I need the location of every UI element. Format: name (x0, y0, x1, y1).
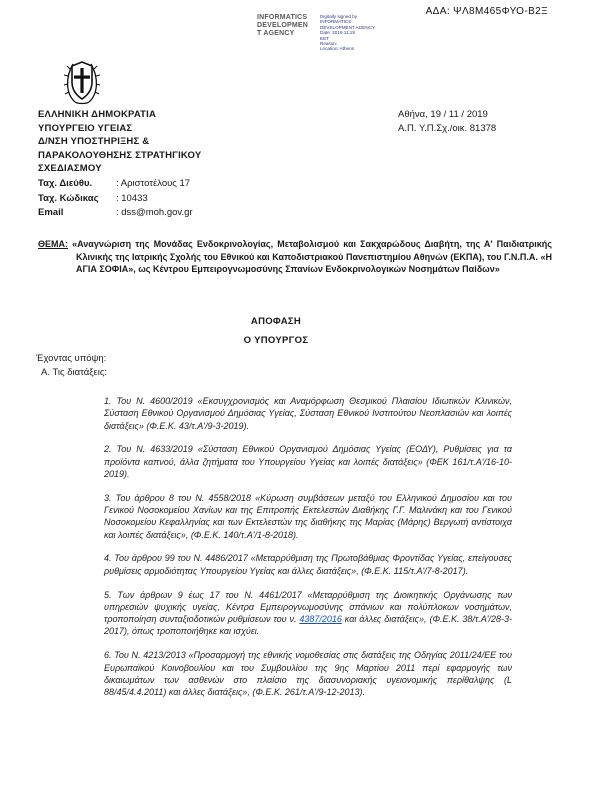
stamp-agency-line: INFORMATICS (257, 14, 308, 21)
subject-paragraph (38, 238, 552, 276)
item-number: 6. (104, 650, 112, 661)
item-number: 3. (104, 492, 112, 503)
date-protocol-block (398, 108, 496, 136)
city-date-line: Αθήνα, 19 / 11 / 2019 (398, 109, 488, 120)
decision-issuer: Ο ΥΠΟΥΡΓΟΣ (243, 335, 309, 346)
item-text-pre: Των άρθρων 9 έως 17 του Ν. 4461/2017 «Μεταρρύθμιση της Διοικητικής Οργάνωσης των υπηρεσιών ψυχικής υγείας, Κέντρα Εμπειρογνωμοσύνης σπάνιων και πολύπλοκων νοσημάτων, τροποποίηση συνταξιοδοτικών ρυθμίσεων του ν. (104, 589, 512, 625)
list-item (104, 443, 512, 480)
org-line-directorate-2: ΠΑΡΑΚΟΛΟΥΘΗΣΗΣ ΣΤΡΑΤΗΓΙΚΟΥ (38, 149, 202, 161)
list-item (104, 649, 512, 698)
item-number: 2. (104, 444, 112, 455)
decision-title: ΑΠΟΦΑΣΗ (250, 316, 302, 327)
item-text-post: και άλλες διατάξεις», (Φ.Ε.Κ. 38/τ.Α'/28-3-2017), όπως τροποποιήθηκε και ισχύει. (104, 614, 512, 637)
stamp-signature-line: INFORMATICS (320, 19, 352, 25)
org-line-directorate-3: ΣΧΕΔΙΑΣΜΟΥ (38, 163, 102, 174)
contact-row-postcode (38, 192, 193, 207)
list-item (104, 395, 512, 432)
org-line-ministry: ΥΠΟΥΡΓΕΙΟ ΥΓΕΙΑΣ (38, 122, 133, 134)
list-item (104, 492, 512, 541)
having-regard-line: Έχοντας υπόψη: (36, 353, 107, 364)
contact-value-postcode: : 10433 (116, 192, 148, 204)
stamp-signature-line: EET (320, 35, 329, 41)
org-line-republic: ΕΛΛΗΝΙΚΗ ΔΗΜΟΚΡΑΤΙΑ (38, 109, 157, 120)
contact-value-address: : Αριστοτέλους 17 (116, 178, 191, 189)
letterhead-organization (38, 108, 201, 176)
contact-block (38, 177, 193, 221)
contact-value-email: : dss@moh.gov.gr (116, 207, 193, 218)
stamp-signature-line: Date: 2019.11.19 (320, 30, 355, 36)
item-text: Του Ν. 4633/2019 «Σύσταση Εθνικού Οργανισμού Δημόσιας Υγείας (ΕΟΔΥ), Ρυθμίσεις για τα προϊόντα καπνού, άλλα ζητήματα του Υπουργείου Υγείας και λοιπές διατάξεις» (ΦΕΚ 161/τ.Α'/16-10-2019). (104, 444, 512, 479)
item-number: 5. (104, 589, 112, 600)
stamp-agency-line: T AGENCY (257, 30, 295, 37)
contact-row-email (38, 206, 193, 221)
contact-label-address: Ταχ. Διεύθυ. (38, 178, 93, 189)
item-text: Του άρθρου 99 του Ν. 4486/2017 «Μεταρρύθμιση της Πρωτοβάθμιας Φροντίδας Υγείας, επείγουσες ρυθμίσεις αρμοδιότητας Υπουργείου Υγείας και άλλες διατάξεις», (Φ.Ε.Κ. 115/τ.Α'/7-8-2017). (104, 553, 512, 576)
contact-row-address (38, 177, 193, 192)
list-item (104, 589, 512, 638)
item-text: Του Ν. 4213/2013 «Προσαρμογή της εθνικής νομοθεσίας στις διατάξεις της Οδηγίας 2011/24/ΕΕ του Ευρωπαϊκού Κοινοβουλίου και του Συμβουλίου της 9ης Μαρτίου 2011 περί εφαρμογής των δικαιωμάτων των ασθενών στο πλαίσιο της διασυνοριακής υγειονομικής περίθαλψης (L 88/45/4.4.2011) και άλλες διατάξεις», (Φ.Ε.Κ. 261/τ.Α'/9-12-2013). (104, 650, 512, 698)
subject-text: «Αναγνώριση της Μονάδας Ενδοκρινολογίας, Μεταβολισμού και Σακχαρώδους Διαβήτη, της Α' Παιδιατρικής Κλινικής της Ιατρικής Σχολής του Εθνικού και Καποδιστριακού Πανεπιστημίου Αθηνών (ΕΚΠΑ), του Γ.Ν.Π.Α. «Η ΑΓΙΑ ΣΟΦΙΑ», ως Κέντρου Εμπειρογνωμοσύνης Σπανίων Ενδοκρινολογικών Νοσημάτων Παίδων» (72, 239, 552, 275)
stamp-signature-line: DEVELOPMENT AGENCY (320, 24, 376, 30)
subject-label: ΘΕΜΑ: (38, 239, 68, 249)
law-4387-2016-link[interactable]: 4387/2016 (299, 614, 342, 625)
stamp-agency-line: DEVELOPMEN (257, 22, 309, 29)
legal-provisions-list (104, 395, 512, 710)
item-text: Του άρθρου 8 του Ν. 4558/2018 «Κύρωση συμβάσεων μεταξύ του Ελληνικού Δημοσίου και του Γενικού Νοσοκομείου Χανίων και της Επιτροπής Εκτελεστών Διαθήκης Γ.Γ. Μαλινάκη και του Γενικού Νοσοκομείου Κεφαλληνίας και των Εκτελεστών της διαθήκης της Μαρίας (Μάρης) Βεργωτή αντίστοιχα και λοιπές διατάξεις», (Φ.Ε.Κ. 140/τ.Α'/1-8-2018). (104, 492, 512, 540)
protocol-number: Α.Π. Υ.Π.Σχ./οικ. 81378 (398, 123, 497, 134)
stamp-signature-line: Location: Athens (320, 46, 354, 52)
stamp-signature-details (320, 14, 386, 52)
stamp-agency-name (257, 14, 315, 38)
stamp-signature-line: Digitally signed by (320, 14, 358, 19)
item-number: 1. (104, 396, 112, 406)
contact-label-email: Email (38, 207, 64, 218)
greek-coat-of-arms-icon (62, 56, 102, 106)
digital-signature-stamp (257, 14, 386, 52)
ada-code: ΑΔΑ: ΨΛ8Μ465ΦΥΟ-Β2Ξ (425, 6, 548, 17)
section-a-heading: Α. Τις διατάξεις: (41, 367, 108, 378)
list-item (104, 552, 512, 577)
item-number: 4. (104, 553, 112, 564)
contact-label-postcode: Ταχ. Κώδικας (38, 192, 99, 204)
org-line-directorate: Δ/ΝΣΗ ΥΠΟΣΤΗΡΙΞΗΣ & (38, 136, 150, 147)
stamp-signature-line: Reason: (320, 41, 338, 47)
item-text: Του Ν. 4600/2019 «Εκσυγχρονισμός και Αναμόρφωση Θεσμικού Πλαισίου Ιδιωτικών Κλινικών, Σύσταση Εθνικού Οργανισμού Δημόσιας Υγείας, Σύσταση Εθνικού Ινστιτούτου Νεοπλασιών και λοιπές διατάξεις» (Φ.Ε.Κ. 43/τ.Α'/9-3-2019). (104, 396, 512, 431)
